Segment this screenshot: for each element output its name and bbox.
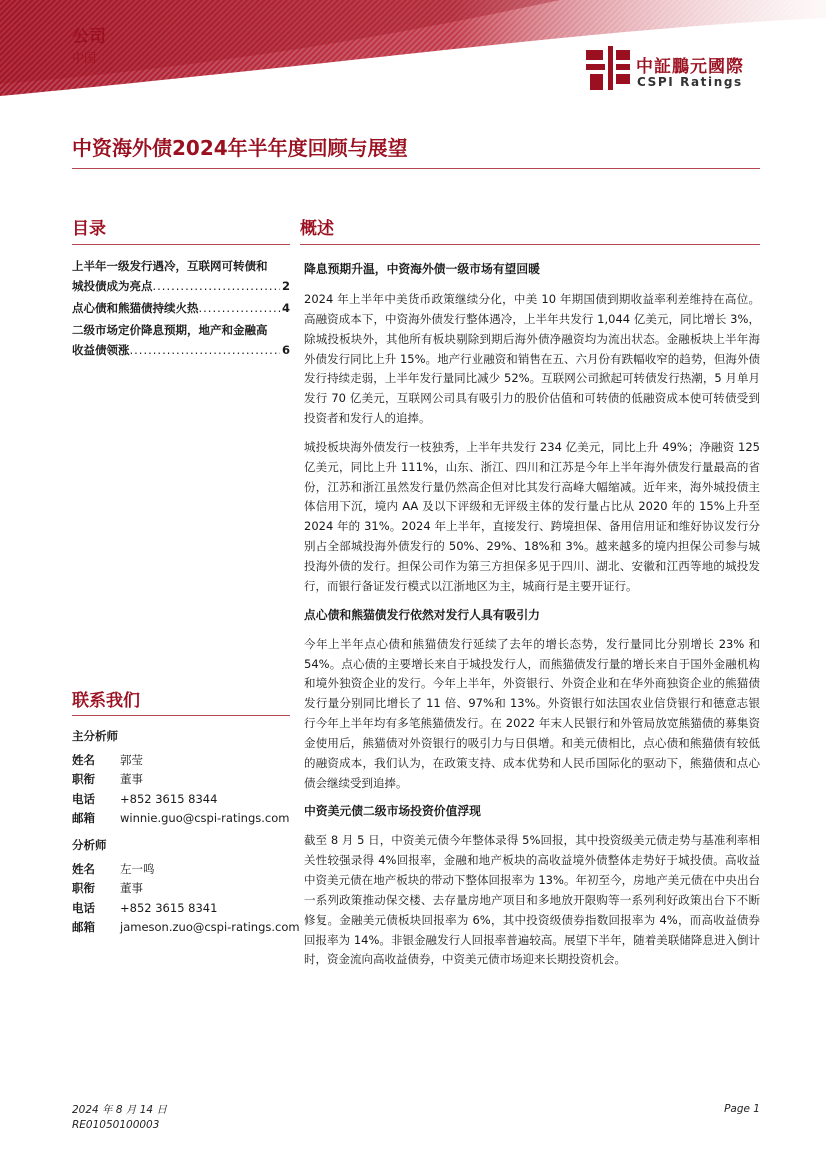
contact-role: 主分析师 [72, 729, 118, 743]
contact-key: 电话 [72, 791, 95, 806]
page-number: Page 1 [724, 1103, 760, 1115]
body-paragraph: 2024 年上半年中美货币政策继续分化，中美 10 年期国债到期收益率利差维持在高位。高融资成本下，中资海外债发行整体遇冷，上半年共发行 1,044 亿美元，同比增长 3%，除城投板块外，其他所有板块剔除到期后海外债净融资均为流出状态。金融板块上半年海外债发行同比上升 15%。地产行业融资和销售在五、六月份有跌幅收窄的趋势，但海外债发行持续走弱，上半年发行量同比减少 52%。互联网公司掀起可转债发行热潮，5 月单月发行 70 亿美元，互联网公司具有吸引力的股价估值和可转债的低融资成本使可转债受到投资者和发行人的追捧。 [304, 292, 760, 426]
toc-item-text: 上半年一级发行遇冷，互联网可转债和 [72, 259, 268, 273]
lead-analyst-card [72, 728, 302, 828]
toc-divider [72, 244, 290, 245]
contact-key: 邮箱 [72, 920, 95, 935]
body-paragraph: 城投板块海外债发行一枝独秀，上半年共发行 234 亿美元，同比上升 49%；净融资 125 亿美元，同比上升 111%，山东、浙江、四川和江苏是今年上半年海外债发行量最高的省份，江苏和浙江虽然发行量仍然高企但对比其发行高峰大幅缩减。近年来，海外城投债主体信用下沉，境内 AA 及以下评级和无评级主体的发行量占比从 2020 年的 15%上升至 2024 年的 31%。2024 年上半年，直接发行、跨境担保、备用信用证和维好协议发行分别占全部城投海外债发行的 50%、29%、18%和 3%。越来越多的境内担保公司参与城投海外债的发行。担保公司作为第三方担保多见于四川、湖北、安徽和江西等地的城投发行，而银行备证发行模式以江浙地区为主，城商行是主要开证行。 [304, 439, 760, 593]
toc-item[interactable] [72, 256, 290, 296]
toc-item[interactable] [72, 320, 290, 360]
contacts-divider [72, 715, 290, 716]
body-paragraph: 今年上半年点心债和熊猫债发行延续了去年的增长态势，发行量同比分别增长 23% 和 54%。点心债的主要增长来自于城投发行人，而熊猫债发行量的增长来自于国外金融机构和境外独资企业的发行。今年上半年，外资银行、外资企业和在华外商独资企业的熊猫债发行量分别同比增长了 11 倍、97%和 13%。外资银行如法国农业信贷银行和德意志银行今年上半年均有多笔熊猫债发行。在 2022 年末人民银行和外管局放宽熊猫债的募集资金使用后，熊猫债对外资银行的吸引力与日俱增。和美元债相比，点心债和熊猫债有较低的融资成本，我们认为，在政策支持、成本优势和人民币国际化的驱动下，熊猫债和点心债会继续受到追捧。 [304, 636, 760, 790]
report-region: 中国 [72, 51, 97, 65]
toc-page-number: 6 [281, 343, 290, 357]
table-of-contents [72, 256, 290, 362]
logo-text-cn: 中証鵬元國際 [636, 57, 744, 77]
toc-page-number: 2 [281, 279, 290, 293]
contact-title: 董事 [120, 772, 143, 787]
toc-item-text: 点心债和熊猫债持续火热 [72, 301, 199, 315]
report-title: 中资海外债2024年半年度回顾与展望 [72, 136, 408, 160]
toc-item-text: 城投债成为亮点 [72, 279, 153, 293]
contact-key: 电话 [72, 900, 95, 915]
cspi-logo-mark-icon [586, 46, 630, 90]
overview-body [304, 258, 760, 970]
analyst-card [72, 837, 302, 937]
section-heading: 降息预期升温，中资海外债一级市场有望回暖 [304, 262, 540, 276]
contact-key: 邮箱 [72, 811, 95, 826]
toc-heading: 目录 [72, 219, 106, 239]
title-divider [72, 168, 760, 169]
overview-divider [300, 244, 760, 245]
contact-name: 郭莹 [120, 752, 143, 767]
toc-leader [130, 340, 280, 360]
contact-name: 左一鸣 [120, 861, 155, 876]
toc-leader [199, 298, 280, 318]
report-date: 2024 年 8 月 14 日 [72, 1104, 167, 1116]
footer-meta [72, 1103, 167, 1133]
contact-role: 分析师 [72, 838, 107, 852]
contact-title: 董事 [120, 881, 143, 896]
contact-email-link[interactable]: winnie.guo@cspi-ratings.com [120, 811, 290, 826]
report-category: 公司 [72, 27, 106, 47]
contact-key: 姓名 [72, 861, 95, 876]
body-paragraph: 截至 8 月 5 日，中资美元债今年整体录得 5%回报，其中投资级美元债走势与基准利率相关性较强录得 4%回报率，金融和地产板块的高收益境外债整体走势好于城投债。高收益中资美元债在地产板块的带动下整体回报率为 13%。年初至今，房地产美元债在中央出台一系列政策推动保交楼、去存量房地产项目和多地放开限购等一系列利好政策出台下不断修复。金融美元债板块回报率为 6%，其中投资级债券指数回报率为 4%，而高收益债券回报率为 14%。非银金融发行人回报率普遍较高。展望下半年，随着美联储降息进入倒计时，资金流向高收益债券，中资美元债市场迎来长期投资机会。 [304, 833, 760, 967]
section-heading: 点心债和熊猫债发行依然对发行人具有吸引力 [304, 607, 540, 622]
toc-item-text: 二级市场定价降息预期，地产和金融高 [72, 323, 268, 337]
toc-leader [153, 276, 280, 296]
report-code: RE01050100003 [72, 1119, 160, 1131]
logo-text-en: CSPI Ratings [637, 75, 743, 89]
section-heading: 中资美元债二级市场投资价值浮现 [304, 804, 481, 819]
contacts-heading: 联系我们 [72, 691, 140, 711]
contact-email-link[interactable]: jameson.zuo@cspi-ratings.com [120, 920, 300, 935]
toc-page-number: 4 [281, 301, 290, 315]
contact-key: 姓名 [72, 752, 95, 767]
report-header [0, 0, 826, 120]
cspi-logo [586, 46, 760, 96]
contact-key: 职衔 [72, 881, 95, 896]
contact-phone[interactable]: +852 3615 8344 [120, 791, 218, 806]
toc-item-text: 收益债领涨 [72, 343, 130, 357]
contact-phone[interactable]: +852 3615 8341 [120, 900, 218, 915]
overview-heading: 概述 [300, 219, 334, 239]
contact-key: 职衔 [72, 772, 95, 787]
toc-item[interactable] [72, 298, 290, 318]
